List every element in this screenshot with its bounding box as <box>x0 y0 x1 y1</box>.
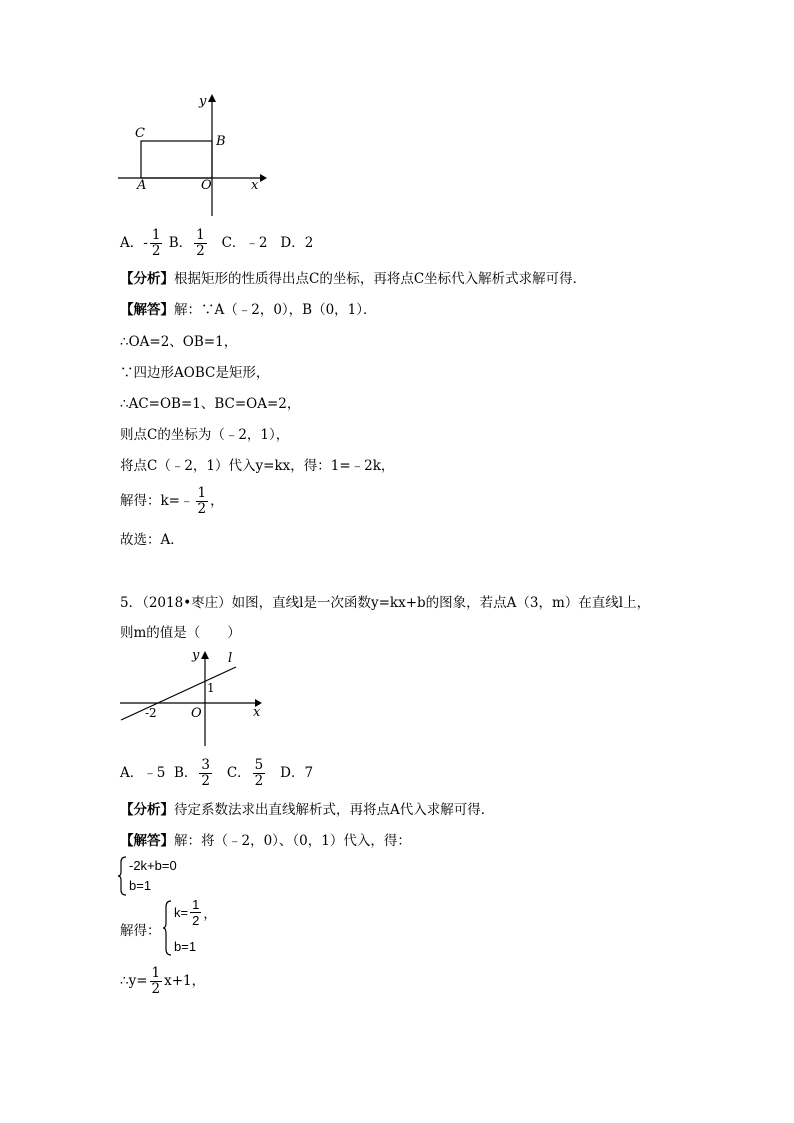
q5-system-2-den: 2 <box>192 913 200 928</box>
q4-option-d: D．2 <box>280 235 314 251</box>
q5-option-c-prefix: C． <box>226 765 251 781</box>
q5-system-2-eq1 <box>174 897 216 928</box>
q5-option-c-num: 5 <box>254 757 264 773</box>
q5-system-1-brace <box>118 856 128 896</box>
figure-line-graph <box>115 643 275 748</box>
label-a: A <box>137 178 147 193</box>
q4-option-b-den: 2 <box>196 243 205 259</box>
q4-step-7-suffix: ， <box>210 493 224 509</box>
label-y: y <box>192 648 200 663</box>
figure-rectangle <box>115 88 275 218</box>
q4-step-6: 将点C（﹣2，1）代入y=kx，得：1=﹣2k， <box>120 458 395 474</box>
q5-option-d: D．7 <box>280 765 314 781</box>
q5-solve <box>120 897 320 957</box>
q5-stem-line-2: 则m的值是（ ） <box>120 625 241 641</box>
label-l: l <box>228 651 233 666</box>
q5-answer-tag: 【解答】 <box>120 833 174 849</box>
q5-result-den: 2 <box>151 981 161 997</box>
q4-step-4: ∴AC=OB=1、BC=OA=2， <box>120 396 301 412</box>
q4-option-c: C．﹣2 <box>221 235 268 251</box>
q4-step-7-prefix: 解得：k=﹣ <box>120 493 194 509</box>
label-o: O <box>201 178 212 193</box>
q4-step-2: ∴OA=2、OB=1， <box>120 334 238 350</box>
q5-system-1-eq1: -2k+b=0 <box>129 858 177 873</box>
q4-option-a-num: 1 <box>151 227 161 243</box>
q5-result-fraction <box>150 966 163 997</box>
q4-option-a-sign: - <box>143 235 148 251</box>
q4-step-7-den: 2 <box>197 501 207 517</box>
q5-system-2-num: 1 <box>192 897 200 912</box>
q5-result <box>120 966 205 997</box>
q4-options <box>120 228 313 259</box>
q5-analysis-tag: 【分析】 <box>120 802 174 818</box>
q5-analysis-text: 待定系数法求出直线解析式，再将点A代入求解可得． <box>174 802 495 818</box>
label-b: B <box>216 134 226 149</box>
rectangle-aobc <box>141 141 212 178</box>
line-l <box>121 667 236 720</box>
q5-result-prefix: ∴y= <box>120 973 148 989</box>
label-o: O <box>191 706 202 721</box>
q4-option-a-prefix: A． <box>120 235 144 251</box>
q5-system-2-fraction <box>190 897 201 928</box>
q5-option-b-den: 2 <box>201 773 210 789</box>
q5-system-1-eq2: b=1 <box>129 878 152 893</box>
q4-step-7-num: 1 <box>197 485 207 501</box>
q5-option-b-num: 3 <box>201 757 210 773</box>
q5-stem-line-1: 5．（2018•枣庄）如图，直线l是一次函数y=kx+b的图象，若点A（3，m）在直线l上， <box>120 595 651 611</box>
q4-step-8: 故选：A． <box>120 532 184 548</box>
q4-step-3: ∵四边形AOBC是矩形， <box>120 365 270 381</box>
q5-answer <box>120 832 411 850</box>
q5-solve-prefix: 解得： <box>120 923 161 939</box>
label-y: y <box>199 94 207 109</box>
q4-option-b-fraction <box>194 228 207 259</box>
q4-answer <box>120 301 377 319</box>
q5-analysis <box>120 801 494 819</box>
y-axis-arrow <box>201 651 209 659</box>
q4-step-7-fraction <box>196 486 209 517</box>
q4-answer-tag: 【解答】 <box>120 302 174 318</box>
q5-option-b-prefix: B． <box>173 765 198 781</box>
q5-answer-text: 解：将（﹣2，0）、（0，1）代入，得： <box>174 833 411 849</box>
q5-option-b-fraction <box>199 758 212 789</box>
label-c: C <box>135 126 145 141</box>
q5-system-2-eq2: b=1 <box>174 939 197 954</box>
q4-option-b-prefix: B． <box>168 235 193 251</box>
q4-option-b-num: 1 <box>196 227 205 243</box>
q5-result-num: 1 <box>151 965 161 981</box>
q4-analysis-tag: 【分析】 <box>120 271 174 287</box>
q5-option-a: A．﹣5 <box>120 765 166 781</box>
q4-step-5: 则点C的坐标为（﹣2，1）， <box>120 427 290 443</box>
label-x: x <box>253 705 261 720</box>
q4-analysis <box>120 270 586 288</box>
label-x: x <box>251 178 259 193</box>
q5-system-2-k: k= <box>174 905 189 920</box>
q5-system-2-comma: ， <box>203 906 217 921</box>
q5-option-c-den: 2 <box>254 773 264 789</box>
q4-analysis-text: 根据矩形的性质得出点C的坐标，再将点C坐标代入解析式求解可得． <box>174 271 587 287</box>
q5-system-2-brace <box>163 900 173 956</box>
q4-option-a-fraction <box>150 228 163 259</box>
q4-option-a-den: 2 <box>151 243 161 259</box>
q5-options <box>120 758 313 789</box>
y-axis-arrow <box>208 94 216 102</box>
x-axis-arrow <box>260 174 267 182</box>
label-neg2: -2 <box>145 706 157 720</box>
q4-step-7 <box>120 486 224 517</box>
q4-answer-text: 解：∵A（﹣2，0），B（0，1）． <box>174 302 377 318</box>
label-1: 1 <box>207 681 215 695</box>
q5-option-c-fraction <box>253 758 266 789</box>
q5-result-suffix: x+1， <box>164 973 206 989</box>
